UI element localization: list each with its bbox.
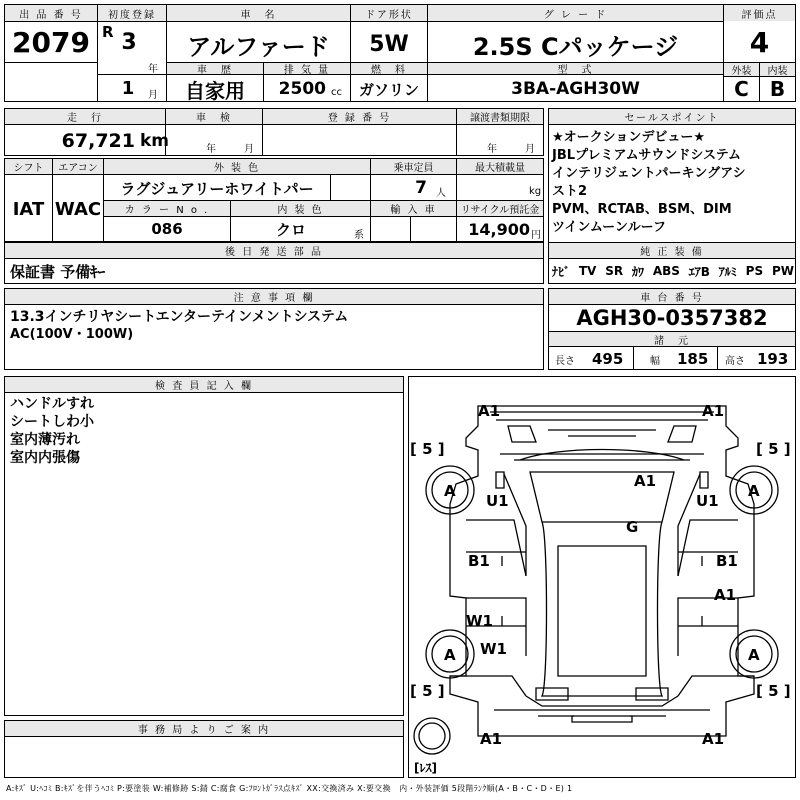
first-reg-year: 3 [121, 29, 137, 55]
equipment-item: TV [578, 264, 597, 278]
mark-a1-front-right: A1 [702, 402, 725, 420]
import-label: 輸 入 車 [371, 201, 456, 216]
inspector-note: シートしわ小 [10, 414, 94, 430]
transfer-label: 譲渡書類期限 [457, 109, 543, 124]
equipment-item: PS [745, 264, 764, 278]
ac: WAC [54, 198, 102, 220]
tire-mark-rl: A [444, 646, 456, 664]
car-damage-diagram [408, 376, 796, 778]
equipment-item: ｱﾙﾐ [718, 264, 737, 279]
door-type: 5W [369, 31, 409, 57]
ac-label: エアコン [53, 159, 103, 174]
car-name-label: 車 名 [167, 5, 350, 21]
mileage-unit: km [140, 131, 170, 151]
mark-u1-left: U1 [486, 492, 509, 510]
mark-u1-right: U1 [696, 492, 719, 510]
exterior-color: ラグジュアリーホワイトパー [120, 179, 314, 198]
inspection-year-unit: 年 [206, 143, 216, 155]
fuel-label: 燃 料 [351, 63, 427, 74]
spare-tire-label: [ﾚｽ] [414, 761, 437, 775]
sales-point: スト2 [552, 184, 588, 199]
capacity-unit: 人 [436, 187, 446, 199]
inspection-label: 車 検 [166, 109, 262, 124]
interior-color: クロ [275, 220, 306, 239]
equipment-list [552, 260, 794, 282]
office-label: 事 務 局 よ り ご 案 内 [5, 721, 403, 736]
interior-score-label: 内装 [760, 63, 795, 76]
caution-line: AC(100V・100W) [10, 327, 134, 342]
equipment-item: ｴｱB [688, 264, 710, 279]
mark-a1-rear-left: A1 [480, 730, 503, 748]
damage-legend: A:ｷｽﾞ U:ﾍｺﾐ B:ｷｽﾞを伴うﾍｺﾐ P:要塗装 W:補修跡 S:錆 C:腐食 G:ﾌﾛﾝﾄｶﾞﾗｽ点ｷｽﾞ XX:交換済み X:要交換 内・外装評価 5段階ﾗﾝｸ順(A・B・C・D・E) 1 [6, 784, 573, 793]
recycle-unit: 円 [531, 229, 541, 241]
grade: 2.5S Cパッケージ [472, 32, 679, 61]
post-parts-value: 保証書 予備ｷｰ [10, 262, 106, 281]
car-name: アルファード [187, 32, 330, 61]
sales-points-label: セールスポイント [549, 109, 795, 124]
sales-point: ★オークションデビュー★ [552, 130, 706, 145]
equipment-item: PW [771, 264, 794, 278]
equipment-item: SR [605, 264, 624, 278]
grade-label: グ レ ー ド [428, 5, 723, 21]
width-label: 幅 [650, 355, 660, 367]
sales-point: インテリジェントパーキングアシ [552, 166, 746, 181]
era-label: R [102, 23, 114, 41]
inspector-label: 検 査 員 記 入 欄 [5, 377, 403, 392]
equipment-item: ｶﾜ [631, 264, 644, 279]
tire-size-fl: [ 5 ] [410, 440, 445, 458]
inspection-month-unit: 月 [244, 143, 254, 155]
first-reg-label: 初度登録 [98, 5, 166, 21]
mark-a1-front-left: A1 [478, 402, 501, 420]
capacity-label: 乗車定員 [371, 159, 456, 174]
lot-no: 2079 [12, 25, 90, 59]
shift-label: シフト [5, 159, 52, 174]
height-value: 193 [757, 350, 789, 368]
height-label: 高さ [725, 355, 745, 367]
score-label: 評価点 [724, 5, 795, 21]
load-label: 最大積載量 [457, 159, 543, 174]
inspector-note: 室内薄汚れ [10, 432, 80, 448]
sales-points-list [552, 129, 794, 237]
mark-g-glass: G [626, 518, 639, 536]
overall-score: 4 [749, 25, 770, 59]
tire-mark-rr: A [748, 646, 760, 664]
inspector-notes [10, 395, 94, 467]
displacement-label: 排 気 量 [264, 63, 350, 74]
load-unit: kg [529, 185, 542, 197]
inspector-note: 室内内張傷 [10, 450, 80, 466]
caution-text [10, 308, 540, 344]
tire-mark-fr: A [748, 482, 760, 500]
chassis-label: 車 台 番 号 [549, 289, 795, 304]
fuel: ガソリン [358, 80, 419, 99]
tire-size-fr: [ 5 ] [756, 440, 791, 458]
mark-w1-left-lower: W1 [480, 640, 507, 658]
year-unit: 年 [148, 63, 158, 75]
length-label: 長さ [555, 355, 575, 367]
transfer-month-unit: 月 [525, 143, 535, 155]
mark-w1-left-upper: W1 [466, 612, 493, 630]
sales-point: PVM、RCTAB、BSM、DIM [552, 202, 732, 217]
equipment-item: ﾅﾋﾞ [552, 264, 571, 279]
equipment-item: ABS [652, 264, 680, 278]
length-value: 495 [592, 350, 624, 368]
displacement-unit: cc [331, 86, 342, 98]
mark-a1-hood: A1 [634, 472, 657, 490]
dimensions-label: 諸 元 [549, 332, 795, 346]
caution-line: 13.3インチリヤシートエンターテインメントシステム [10, 309, 349, 325]
interior-score: B [769, 77, 786, 101]
transfer-year-unit: 年 [487, 143, 497, 155]
color-no: 086 [151, 220, 183, 238]
width-value: 185 [677, 350, 709, 368]
tire-size-rr: [ 5 ] [756, 682, 791, 700]
post-parts-label: 後 日 発 送 部 品 [5, 243, 543, 258]
sales-point: ツインムーンルーフ [552, 220, 666, 235]
mark-b1-left: B1 [468, 552, 490, 570]
sales-point: JBLプレミアムサウンドシステム [552, 148, 742, 163]
reg-no-label: 登 録 番 号 [263, 109, 456, 124]
tire-mark-fl: A [444, 482, 456, 500]
first-reg-month: 1 [121, 77, 135, 99]
month-unit: 月 [148, 89, 158, 101]
mark-a1-rear-right: A1 [702, 730, 725, 748]
caution-label: 注 意 事 項 欄 [5, 289, 543, 304]
door-label: ドア形状 [351, 5, 427, 21]
mark-b1-right: B1 [716, 552, 738, 570]
color-label: 外 装 色 [104, 159, 370, 174]
chassis-number: AGH30-0357382 [576, 306, 768, 330]
mileage-label: 走 行 [5, 109, 165, 124]
lot-no-label: 出 品 番 号 [5, 5, 97, 21]
inspector-note: ハンドルすれ [10, 396, 94, 412]
history-label: 車 歴 [167, 63, 263, 74]
interior-color-label: 内 装 色 [231, 201, 370, 216]
exterior-score: C [734, 77, 749, 101]
model-code: 3BA-AGH30W [511, 79, 640, 99]
tire-size-rl: [ 5 ] [410, 682, 445, 700]
history: 自家用 [185, 78, 245, 103]
interior-color-unit: 系 [354, 229, 364, 241]
equipment-label: 純 正 装 備 [549, 243, 795, 258]
displacement: 2500 [278, 79, 326, 99]
color-no-label: カ ラ ー N o . [104, 201, 230, 216]
mileage: 67,721 [61, 130, 135, 152]
model-code-label: 型 式 [428, 63, 723, 74]
exterior-score-label: 外装 [724, 63, 759, 76]
recycle-label: リサイクル預託金 [457, 201, 543, 216]
shift: IAT [12, 198, 45, 220]
mark-a1-right-door: A1 [714, 586, 737, 604]
capacity: 7 [415, 178, 427, 198]
recycle-amount: 14,900 [468, 219, 530, 239]
